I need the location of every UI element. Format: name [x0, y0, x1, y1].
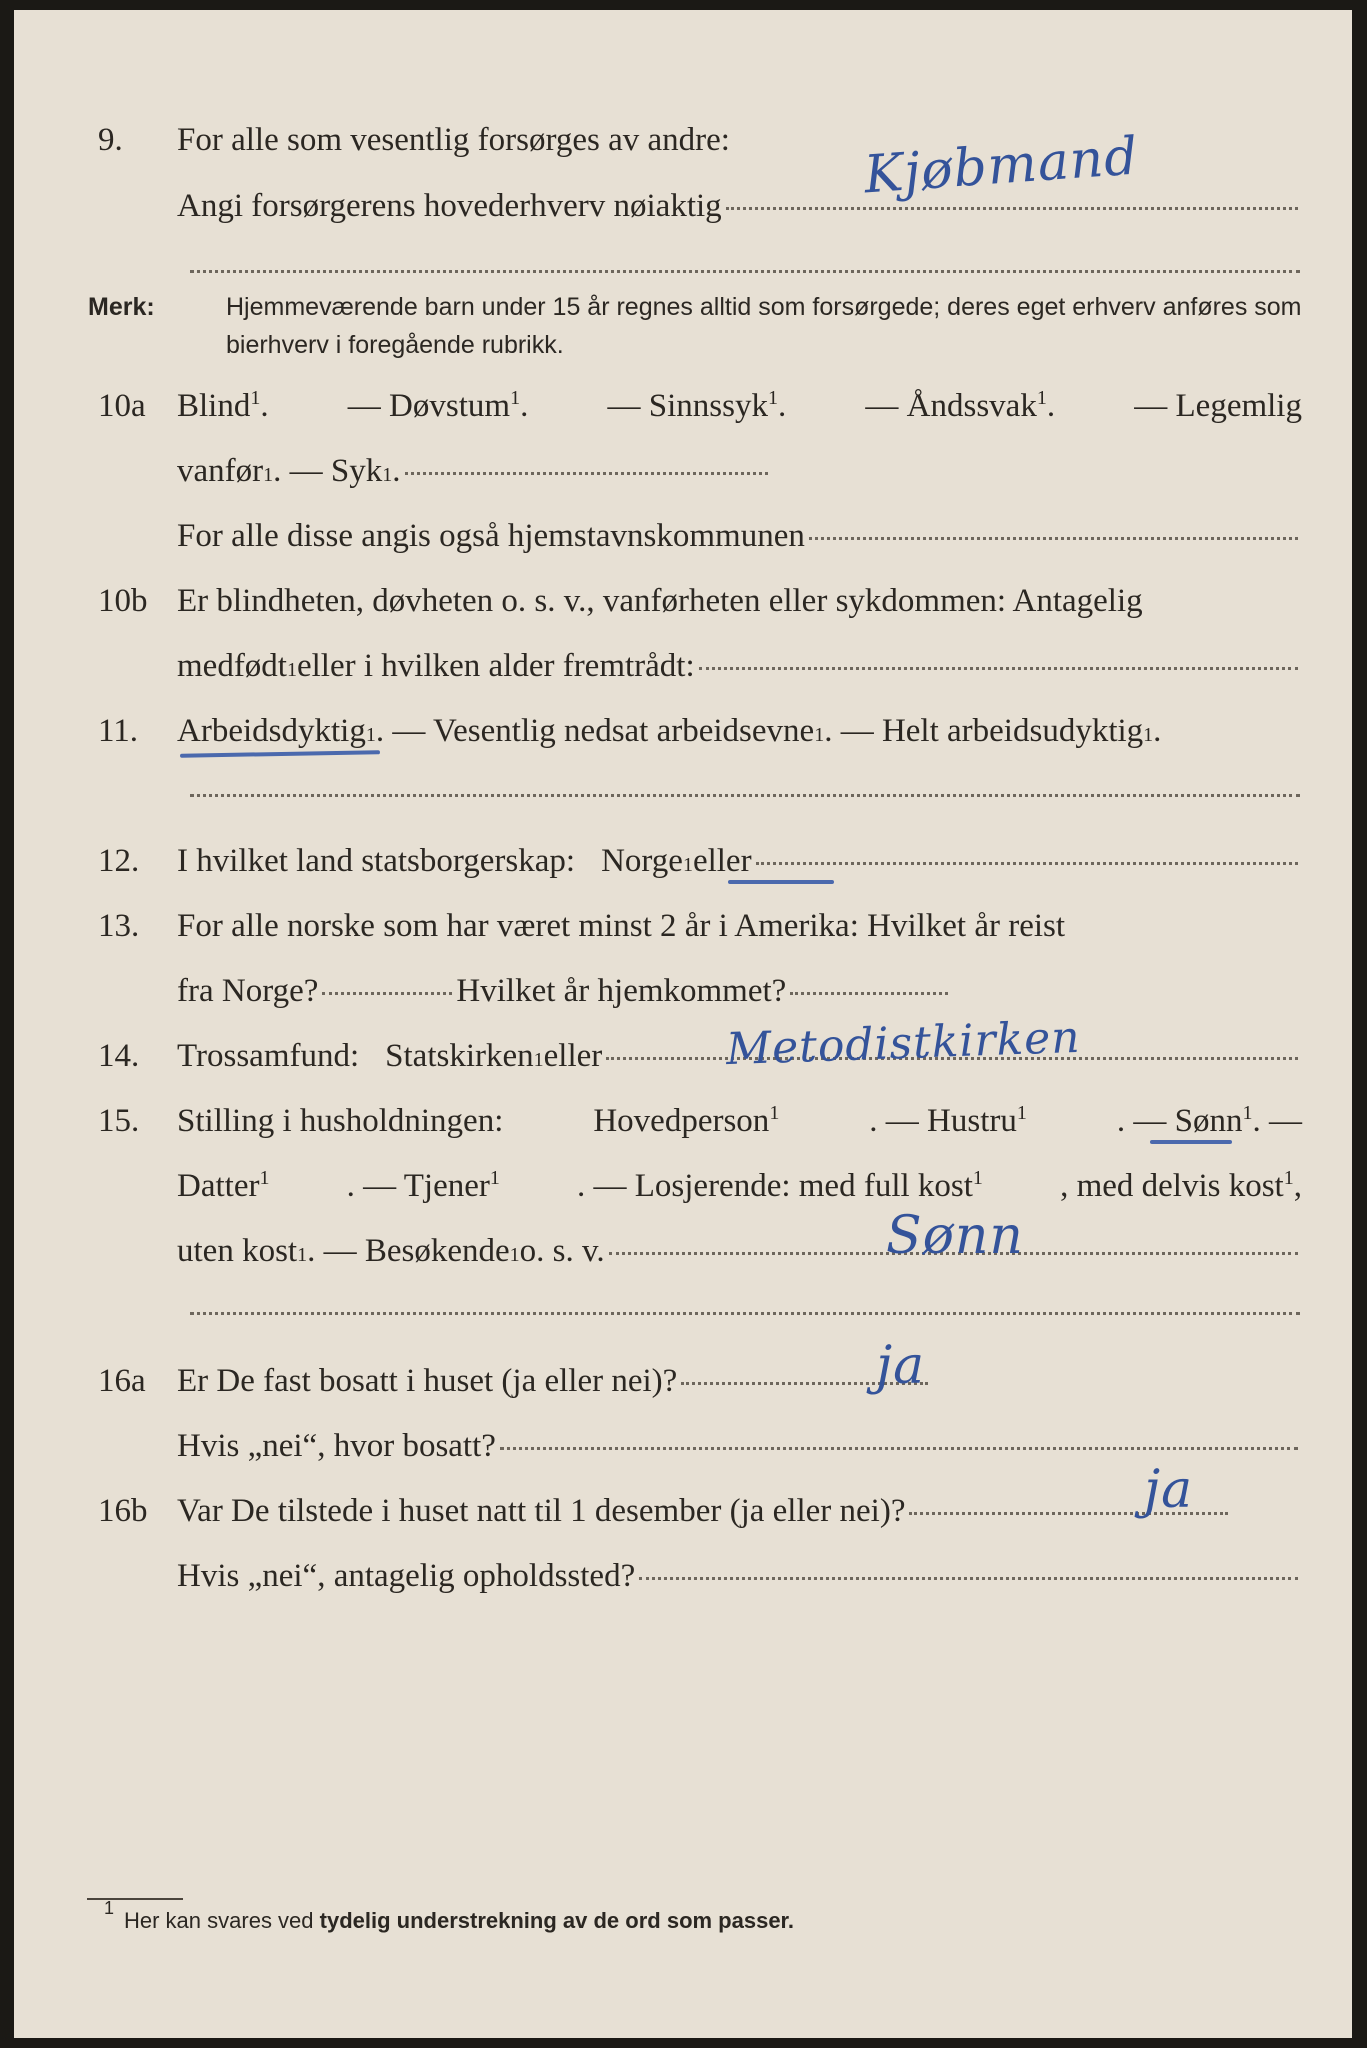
question-10a-line2: vanfør 1 . — Syk 1 .: [14, 441, 1352, 501]
question-text: I hvilket land statsborgerskap:: [177, 843, 576, 879]
question-number: 14.: [98, 1038, 140, 1074]
question-number: 15.: [98, 1103, 140, 1139]
answer-dotted-line[interactable]: [405, 472, 769, 475]
question-number: 13.: [98, 908, 140, 944]
question-text: Hvis „nei“, hvor bosatt?: [177, 1428, 496, 1464]
option-statskirken[interactable]: Statskirken: [385, 1038, 534, 1074]
option-medfodt[interactable]: medfødt: [177, 648, 287, 684]
option-andssvak[interactable]: — Åndssvak: [865, 388, 1037, 424]
question-15-line2: Datter$^1$ . — Tjener$^1$ . — Losjerende: med full kost$^1$ , med delvis kost$^1$,: [177, 1167, 1302, 1204]
option-arbeidsudyktig[interactable]: . — Helt arbeidsudyktig: [824, 713, 1144, 749]
question-text: Trossamfund:: [177, 1038, 360, 1074]
option-sonn[interactable]: . — Sønn: [1116, 1103, 1243, 1139]
handwritten-underline: [728, 880, 834, 884]
question-number: 16b: [98, 1493, 148, 1529]
handwritten-underline: [1150, 1140, 1232, 1144]
answer-dotted-line[interactable]: [190, 794, 1300, 797]
question-number: 10a: [98, 388, 146, 424]
option-full-kost[interactable]: . — Losjerende: med full kost: [577, 1168, 973, 1204]
merk-text: Hjemmeværende barn under 15 år regnes alltid som forsørgede; deres eget erhverv anføres som bierhverv i foregående rubrikk.: [226, 293, 1302, 359]
question-13-line2: [14, 961, 1352, 1021]
footnote-plain: Her kan svares ved: [124, 1908, 314, 1933]
option-datter[interactable]: Datter: [177, 1168, 260, 1204]
question-text: Var De tilstede i huset natt til 1 desember (ja eller nei)?: [177, 1493, 906, 1529]
option-tjener[interactable]: . — Tjener: [346, 1168, 490, 1204]
question-number: 16a: [98, 1363, 146, 1399]
merk-label: Merk:: [88, 293, 155, 321]
question-14: 14. Trossamfund: Statskirken 1 eller: [14, 1026, 1352, 1086]
answer-dotted-line[interactable]: [756, 862, 1298, 865]
answer-dotted-line[interactable]: [500, 1447, 1298, 1450]
question-number: 10b: [98, 583, 148, 619]
question-text: eller: [692, 843, 752, 879]
question-12: 12. I hvilket land statsborgerskap: Norge 1 eller: [14, 831, 1352, 891]
option-sinnssyk[interactable]: — Sinnssyk: [607, 388, 768, 424]
option-uten-kost[interactable]: uten kost: [177, 1233, 298, 1269]
footnote-bold: tydelig understrekning av de ord som passer.: [319, 1908, 795, 1933]
option-blind[interactable]: Blind: [177, 388, 251, 424]
handwritten-present: ja: [1144, 1460, 1194, 1520]
option-delvis-kost[interactable]: , med delvis kost: [1060, 1168, 1284, 1204]
question-text: Hvilket år hjemkommet?: [456, 973, 787, 1009]
option-syk[interactable]: . — Syk: [273, 453, 383, 489]
answer-dotted-line[interactable]: [322, 992, 452, 995]
question-11: 11. Arbeidsdyktig 1 . — Vesentlig nedsat arbeidsevne 1 . — Helt arbeidsudyktig 1 .: [14, 701, 1352, 761]
question-9-occupation-line: [14, 176, 1352, 236]
question-10b: [14, 571, 1352, 631]
question-text: Stilling i husholdningen:: [177, 1103, 504, 1139]
question-text: o. s. v.: [519, 1233, 605, 1269]
answer-dotted-line[interactable]: [639, 1577, 1298, 1580]
footnote: 1 Her kan svares ved tydelig understrekning av de ord som passer.: [104, 1898, 795, 1933]
answer-dotted-line[interactable]: [190, 1312, 1300, 1315]
option-nedsat-arbeidsevne[interactable]: . — Vesentlig nedsat arbeidsevne: [375, 713, 815, 749]
question-text: eller i hvilken alder fremtrådt:: [296, 648, 695, 684]
question-text: For alle som vesentlig forsørges av andre:: [177, 122, 730, 158]
option-hovedperson[interactable]: Hovedperson: [593, 1103, 770, 1139]
handwritten-resident: ja: [876, 1336, 926, 1396]
question-text: Er De fast bosatt i huset (ja eller nei)?: [177, 1363, 678, 1399]
question-text: eller: [543, 1038, 603, 1074]
option-norge[interactable]: Norge: [601, 843, 683, 879]
question-15: 15. Stilling i husholdningen: Hovedperson$^1$ . — Hustru$^1$ . — Sønn$^1$. —: [14, 1091, 1352, 1151]
question-13: [14, 896, 1352, 956]
question-number: 12.: [98, 843, 140, 879]
option-besokende[interactable]: . — Besøkende: [307, 1233, 510, 1269]
handwritten-household: Sønn: [886, 1206, 1024, 1266]
question-text: For alle disse angis også hjemstavnskommunen: [177, 518, 805, 554]
option-vanfor[interactable]: vanfør: [177, 453, 264, 489]
option-arbeidsdyktig[interactable]: Arbeidsdyktig: [177, 713, 366, 749]
question-9: [14, 110, 1352, 170]
question-15-line3: uten kost 1 . — Besøkende 1 o. s. v.: [14, 1221, 1352, 1281]
question-16a: [14, 1351, 1352, 1411]
question-text: Er blindheten, døvheten o. s. v., vanførheten eller sykdommen: Antagelig: [177, 583, 1143, 619]
answer-dotted-line[interactable]: [190, 270, 1300, 273]
question-number: 11.: [98, 713, 139, 749]
answer-dotted-line[interactable]: [809, 537, 1298, 540]
question-10a: 10a Blind$^1$. — Døvstum$^1$. — Sinnssyk$^1$. — Åndssvak$^1$. — Legemlig: [14, 376, 1352, 436]
answer-dotted-line[interactable]: [726, 207, 1298, 210]
option-legemlig[interactable]: — Legemlig: [1134, 388, 1302, 424]
answer-dotted-line[interactable]: [699, 667, 1298, 670]
question-16b-line2: [14, 1546, 1352, 1606]
option-dovstum[interactable]: — Døvstum: [347, 388, 511, 424]
question-10a-line3: [14, 506, 1352, 566]
question-text: fra Norge?: [177, 973, 319, 1009]
handwritten-occupation: Kjøbmand: [862, 126, 1141, 206]
footnote-rule: [87, 1898, 183, 1900]
answer-dotted-line[interactable]: [790, 992, 948, 995]
question-text: Hvis „nei“, antagelig opholdssted?: [177, 1558, 636, 1594]
question-text: For alle norske som har været minst 2 år i Amerika: Hvilket år reist: [177, 908, 1066, 944]
question-number: 9.: [98, 122, 123, 158]
question-10b-line2: medfødt 1 eller i hvilken alder fremtrådt:: [14, 636, 1352, 696]
question-text: Angi forsørgerens hovederhverv nøiaktig: [177, 188, 722, 224]
handwritten-faith: Metodistkirken: [725, 1011, 1082, 1076]
option-hustru[interactable]: . — Hustru: [869, 1103, 1017, 1139]
census-form-page: [14, 10, 1352, 2038]
